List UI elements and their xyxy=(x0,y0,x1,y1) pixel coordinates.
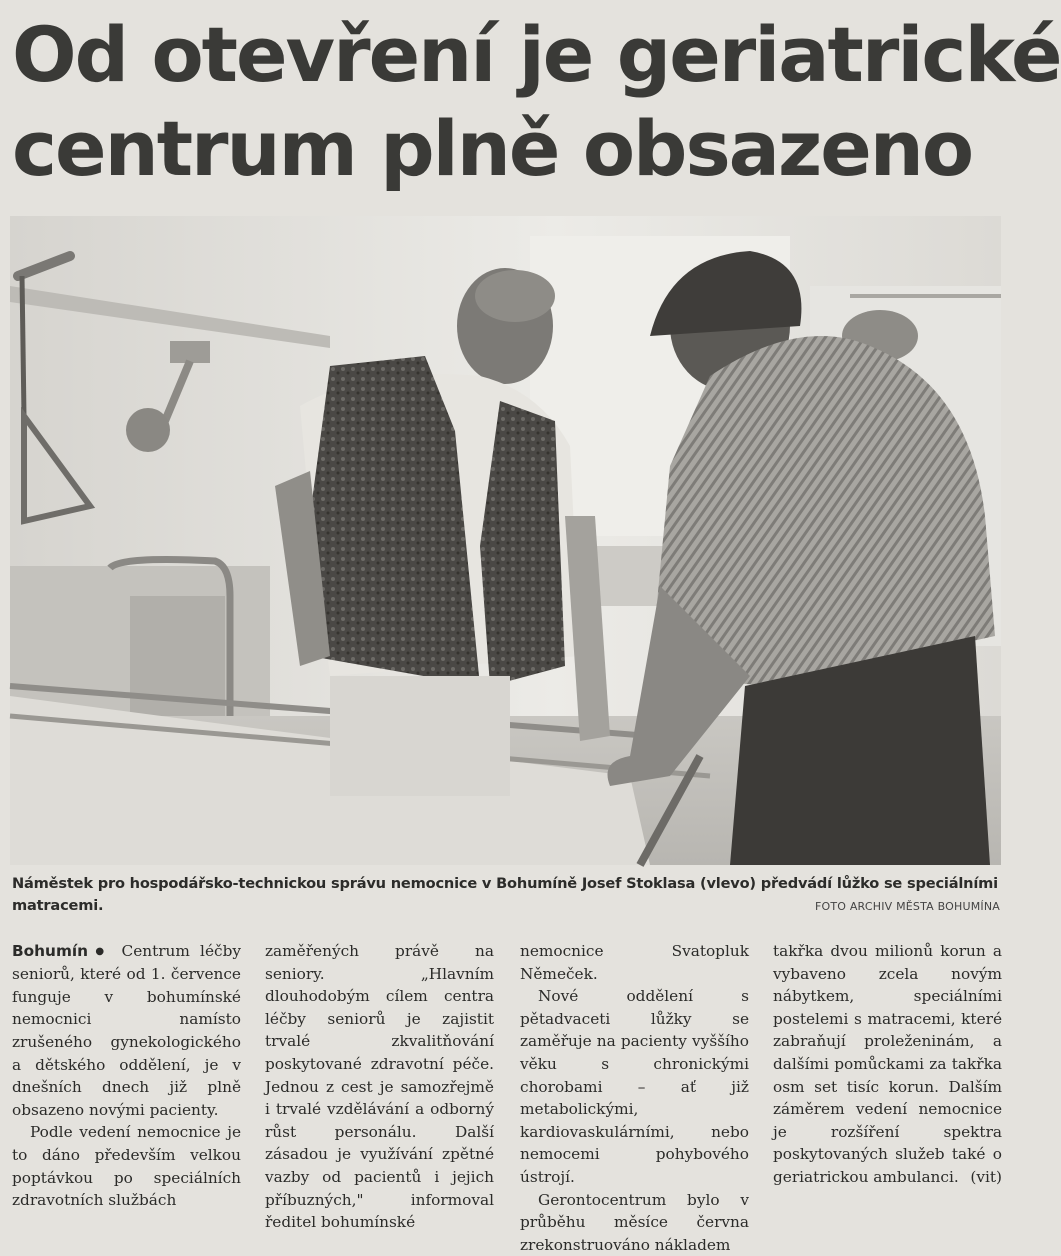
paragraph: Gerontocentrum bylo v průběhu měsíce června zrekonstruováno nákladem xyxy=(520,1190,749,1254)
dateline: Bohumín xyxy=(12,942,89,960)
paragraph: Podle vedení nemocnice je to dáno především velkou poptávkou po speciálních zdravotních službách xyxy=(12,1123,241,1210)
article-body xyxy=(12,940,1002,1254)
paragraph: takřka dvou milionů korun a vybaveno zcela novým nábytkem, speciálními postelemi s matracemi, které zabraňují proleženinám, a dalšími pomůckami za takřka osm set tisíc korun. Dalším záměrem vedení nemocnice je rozšíření spektra poskytovaných služeb také o geriatrickou ambulanci. xyxy=(773,942,1002,1186)
photo-credit: FOTO ARCHIV MĚSTA BOHUMÍNA xyxy=(814,900,1000,913)
bullet-icon: ● xyxy=(90,945,110,957)
paragraph: zaměřených právě na seniory. „Hlavním dlouhodobým cílem centra léčby seniorů je zajistit trvalé zkvalitňování poskytované zdravotní péče. Jednou z cest je samozřejmě i trvalé vzdělávání a odborný růst personálu. Další zásadou je využívání zpětné vazby od pacientů i jejich příbuzných," informoval ředitel bohumínské xyxy=(265,942,494,1232)
article-column-2 xyxy=(265,940,494,1234)
hospital-room-photo xyxy=(10,216,1001,865)
paragraph: Centrum léčby seniorů, které od 1. července funguje v bohumínské nemocnici namísto zrušeného gynekologického a dětského oddělení, je v dnešních dnech již plně obsazeno novými pacienty. xyxy=(12,942,241,1119)
headline xyxy=(12,8,1061,196)
paragraph: Nové oddělení s pětadvaceti lůžky se zaměřuje na pacienty vyššího věku s chronickými chorobami – ať již metabolickými, kardiovaskulárními, nebo nemocemi pohybového ústrojí. xyxy=(520,987,749,1186)
headline-line-1: Od otevření je geriatrické xyxy=(12,10,1061,99)
photo-caption: Náměstek pro hospodářsko-technickou správu nemocnice v Bohumíně Josef Stoklasa (vlevo) předvádí lůžko se speciálními matracemi. xyxy=(12,875,998,914)
article-column-3 xyxy=(520,940,749,1256)
headline-line-2: centrum plně obsazeno xyxy=(12,104,973,193)
article-column-1 xyxy=(12,940,241,1212)
article-column-4 xyxy=(773,940,1002,1189)
author-signoff: (vit) xyxy=(970,1167,1002,1186)
article-photo xyxy=(10,216,1001,865)
paragraph: nemocnice Svatopluk Němeček. xyxy=(520,942,749,983)
